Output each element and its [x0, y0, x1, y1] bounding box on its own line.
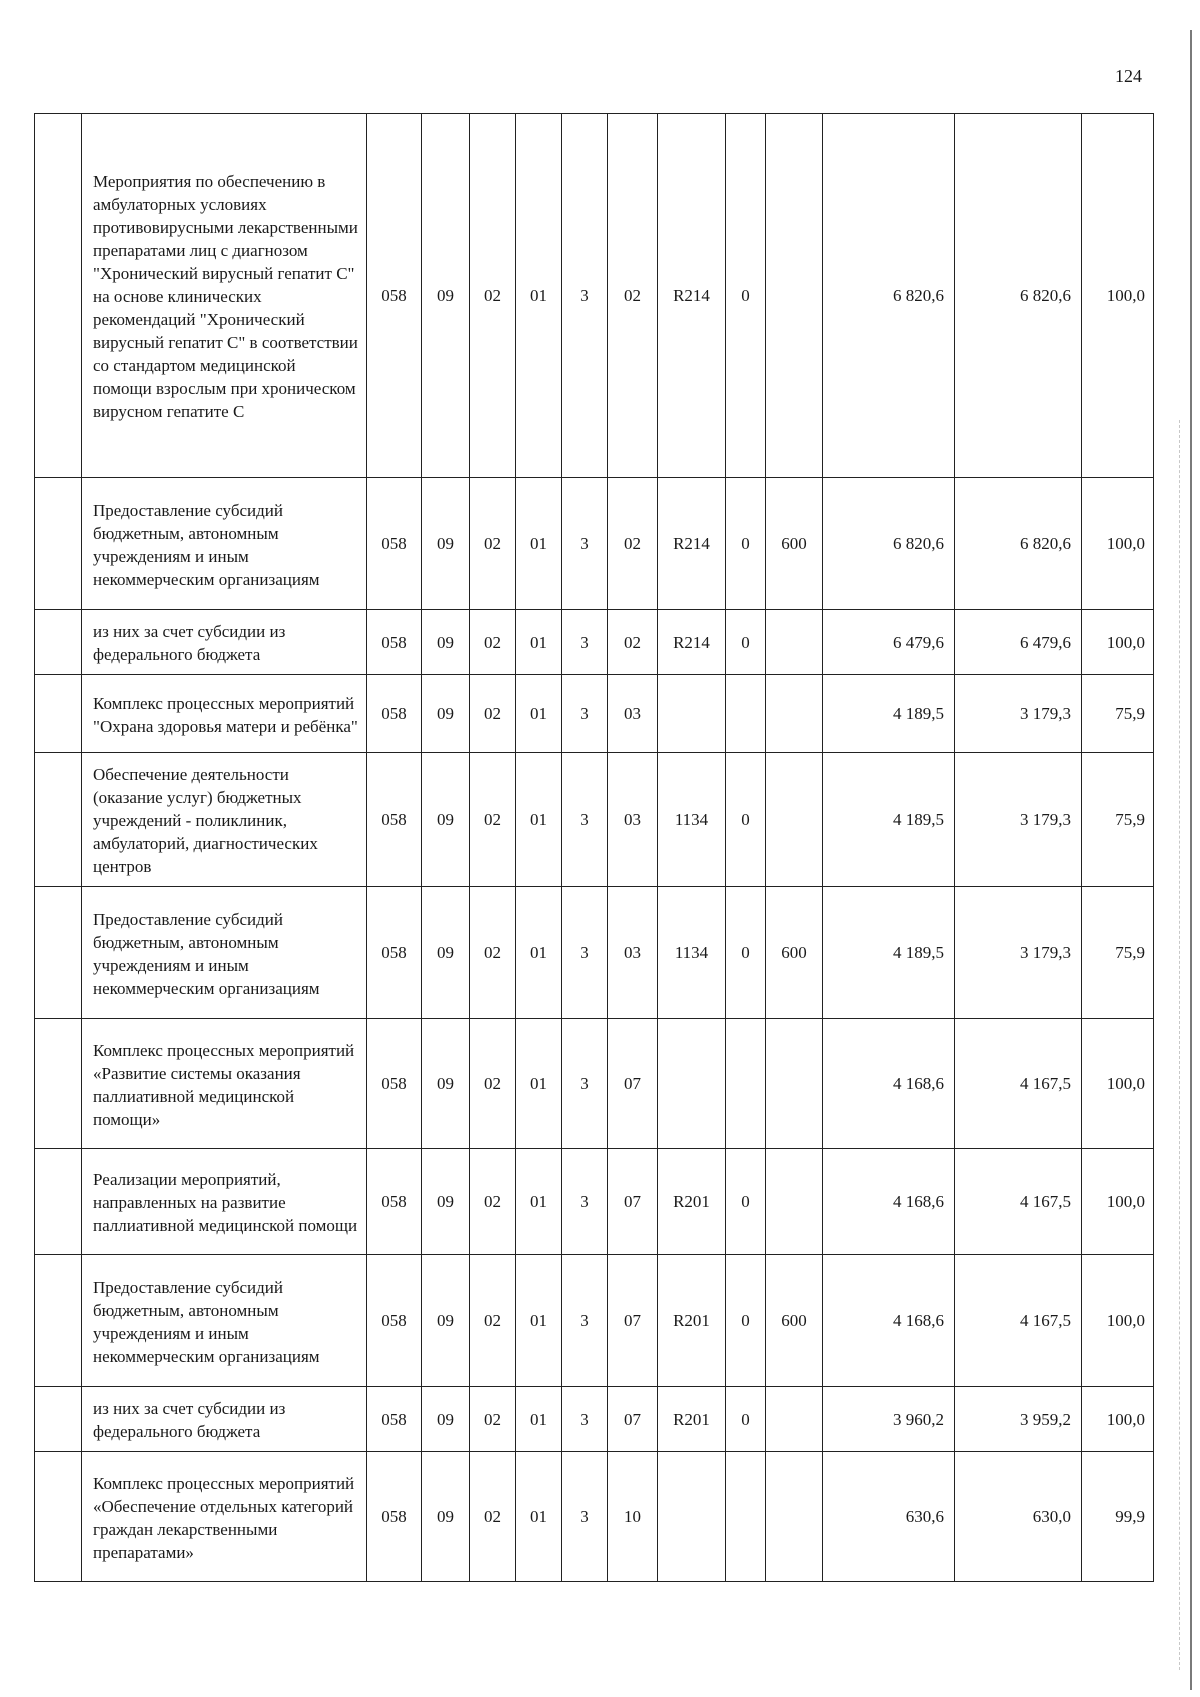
actual-amount-cell: 3 959,2: [955, 1387, 1082, 1452]
actual-amount-cell: 4 167,5: [955, 1019, 1082, 1149]
actual-amount-cell: 3 179,3: [955, 887, 1082, 1019]
expense-type-cell: [766, 1452, 823, 1582]
subsection-cell: 02: [470, 1019, 516, 1149]
table-row: [35, 675, 1154, 753]
table-row: [35, 1255, 1154, 1387]
plan-amount-cell: 4 168,6: [823, 1255, 955, 1387]
section-cell: 09: [422, 675, 470, 753]
extension-cell: 0: [726, 753, 766, 887]
percent-cell: 100,0: [1082, 114, 1154, 478]
structure-cell: 02: [608, 478, 658, 610]
row-number-cell: [35, 1149, 82, 1255]
type-cell: 3: [562, 887, 608, 1019]
extension-cell: 0: [726, 1149, 766, 1255]
direction-cell: [658, 1019, 726, 1149]
percent-cell: 75,9: [1082, 753, 1154, 887]
structure-cell: 07: [608, 1255, 658, 1387]
structure-cell: 02: [608, 114, 658, 478]
row-number-cell: [35, 1387, 82, 1452]
program-cell: 01: [516, 1452, 562, 1582]
subsection-cell: 02: [470, 478, 516, 610]
type-cell: 3: [562, 478, 608, 610]
table-row: [35, 753, 1154, 887]
item-name-cell: Комплекс процессных мероприятий «Развитие системы оказания паллиативной медицинской помощи»: [82, 1019, 367, 1149]
program-cell: 01: [516, 1255, 562, 1387]
table-row: [35, 114, 1154, 478]
expense-type-cell: [766, 1387, 823, 1452]
percent-cell: 100,0: [1082, 1387, 1154, 1452]
structure-cell: 07: [608, 1387, 658, 1452]
direction-cell: [658, 1452, 726, 1582]
direction-cell: [658, 675, 726, 753]
plan-amount-cell: 4 189,5: [823, 753, 955, 887]
table-row: [35, 1019, 1154, 1149]
direction-cell: 1134: [658, 753, 726, 887]
table-row: [35, 1149, 1154, 1255]
plan-amount-cell: 4 168,6: [823, 1149, 955, 1255]
extension-cell: 0: [726, 114, 766, 478]
program-cell: 01: [516, 478, 562, 610]
grbs-cell: 058: [367, 753, 422, 887]
plan-amount-cell: 3 960,2: [823, 1387, 955, 1452]
type-cell: 3: [562, 1452, 608, 1582]
direction-cell: R201: [658, 1387, 726, 1452]
section-cell: 09: [422, 753, 470, 887]
section-cell: 09: [422, 114, 470, 478]
structure-cell: 02: [608, 610, 658, 675]
subsection-cell: 02: [470, 114, 516, 478]
program-cell: 01: [516, 753, 562, 887]
grbs-cell: 058: [367, 1019, 422, 1149]
row-number-cell: [35, 753, 82, 887]
percent-cell: 75,9: [1082, 675, 1154, 753]
table-row: [35, 610, 1154, 675]
extension-cell: [726, 1019, 766, 1149]
section-cell: 09: [422, 1452, 470, 1582]
actual-amount-cell: 4 167,5: [955, 1149, 1082, 1255]
expense-type-cell: [766, 1019, 823, 1149]
expense-type-cell: 600: [766, 887, 823, 1019]
section-cell: 09: [422, 887, 470, 1019]
percent-cell: 100,0: [1082, 478, 1154, 610]
page-edge-line: [1190, 30, 1192, 1690]
extension-cell: [726, 675, 766, 753]
subsection-cell: 02: [470, 675, 516, 753]
expense-type-cell: [766, 114, 823, 478]
program-cell: 01: [516, 610, 562, 675]
expense-type-cell: [766, 753, 823, 887]
direction-cell: R214: [658, 610, 726, 675]
row-number-cell: [35, 478, 82, 610]
expense-type-cell: 600: [766, 478, 823, 610]
plan-amount-cell: 4 189,5: [823, 887, 955, 1019]
type-cell: 3: [562, 1149, 608, 1255]
section-cell: 09: [422, 1255, 470, 1387]
grbs-cell: 058: [367, 610, 422, 675]
structure-cell: 03: [608, 753, 658, 887]
budget-table: [34, 113, 1154, 1582]
grbs-cell: 058: [367, 114, 422, 478]
page-edge-line-faint: [1179, 420, 1180, 1670]
direction-cell: R214: [658, 114, 726, 478]
subsection-cell: 02: [470, 887, 516, 1019]
table-body: [35, 114, 1154, 1582]
structure-cell: 07: [608, 1019, 658, 1149]
structure-cell: 07: [608, 1149, 658, 1255]
type-cell: 3: [562, 1387, 608, 1452]
section-cell: 09: [422, 1019, 470, 1149]
item-name-cell: Предоставление субсидий бюджетным, автономным учреждениям и иным некоммерческим организациям: [82, 478, 367, 610]
plan-amount-cell: 6 820,6: [823, 114, 955, 478]
structure-cell: 03: [608, 887, 658, 1019]
subsection-cell: 02: [470, 610, 516, 675]
grbs-cell: 058: [367, 1452, 422, 1582]
grbs-cell: 058: [367, 887, 422, 1019]
actual-amount-cell: 4 167,5: [955, 1255, 1082, 1387]
section-cell: 09: [422, 610, 470, 675]
item-name-cell: из них за счет субсидии из федерального бюджета: [82, 610, 367, 675]
grbs-cell: 058: [367, 1387, 422, 1452]
plan-amount-cell: 6 820,6: [823, 478, 955, 610]
grbs-cell: 058: [367, 1149, 422, 1255]
type-cell: 3: [562, 1019, 608, 1149]
direction-cell: R214: [658, 478, 726, 610]
direction-cell: R201: [658, 1149, 726, 1255]
subsection-cell: 02: [470, 1149, 516, 1255]
actual-amount-cell: 6 820,6: [955, 478, 1082, 610]
plan-amount-cell: 6 479,6: [823, 610, 955, 675]
percent-cell: 100,0: [1082, 1019, 1154, 1149]
percent-cell: 99,9: [1082, 1452, 1154, 1582]
item-name-cell: Обеспечение деятельности (оказание услуг) бюджетных учреждений - поликлиник, амбулаторий, диагностических центров: [82, 753, 367, 887]
type-cell: 3: [562, 753, 608, 887]
plan-amount-cell: 4 168,6: [823, 1019, 955, 1149]
expense-type-cell: [766, 675, 823, 753]
plan-amount-cell: 4 189,5: [823, 675, 955, 753]
plan-amount-cell: 630,6: [823, 1452, 955, 1582]
percent-cell: 100,0: [1082, 1149, 1154, 1255]
type-cell: 3: [562, 114, 608, 478]
extension-cell: 0: [726, 1387, 766, 1452]
subsection-cell: 02: [470, 1387, 516, 1452]
table-row: [35, 1452, 1154, 1582]
item-name-cell: Мероприятия по обеспечению в амбулаторных условиях противовирусными лекарственными препаратами лиц с диагнозом "Хронический вирусный гепатит С" на основе клинических рекомендаций "Хронический вирусный гепатит С" в соответствии со стандартом медицинской помощи взрослым при хроническом вирусном гепатите С: [82, 114, 367, 478]
direction-cell: R201: [658, 1255, 726, 1387]
row-number-cell: [35, 610, 82, 675]
extension-cell: 0: [726, 1255, 766, 1387]
program-cell: 01: [516, 1149, 562, 1255]
structure-cell: 03: [608, 675, 658, 753]
actual-amount-cell: 3 179,3: [955, 753, 1082, 887]
grbs-cell: 058: [367, 478, 422, 610]
percent-cell: 100,0: [1082, 1255, 1154, 1387]
item-name-cell: Реализации мероприятий, направленных на развитие паллиативной медицинской помощи: [82, 1149, 367, 1255]
program-cell: 01: [516, 1387, 562, 1452]
section-cell: 09: [422, 478, 470, 610]
page-number: 124: [1115, 66, 1142, 86]
expense-type-cell: [766, 1149, 823, 1255]
subsection-cell: 02: [470, 1255, 516, 1387]
expense-type-cell: [766, 610, 823, 675]
row-number-cell: [35, 1019, 82, 1149]
table-row: [35, 887, 1154, 1019]
program-cell: 01: [516, 1019, 562, 1149]
type-cell: 3: [562, 1255, 608, 1387]
actual-amount-cell: 3 179,3: [955, 675, 1082, 753]
actual-amount-cell: 630,0: [955, 1452, 1082, 1582]
extension-cell: 0: [726, 887, 766, 1019]
section-cell: 09: [422, 1387, 470, 1452]
item-name-cell: Предоставление субсидий бюджетным, автономным учреждениям и иным некоммерческим организациям: [82, 1255, 367, 1387]
actual-amount-cell: 6 479,6: [955, 610, 1082, 675]
subsection-cell: 02: [470, 753, 516, 887]
row-number-cell: [35, 1452, 82, 1582]
subsection-cell: 02: [470, 1452, 516, 1582]
item-name-cell: из них за счет субсидии из федерального бюджета: [82, 1387, 367, 1452]
type-cell: 3: [562, 610, 608, 675]
extension-cell: 0: [726, 610, 766, 675]
section-cell: 09: [422, 1149, 470, 1255]
program-cell: 01: [516, 114, 562, 478]
row-number-cell: [35, 675, 82, 753]
expense-type-cell: 600: [766, 1255, 823, 1387]
item-name-cell: Комплекс процессных мероприятий "Охрана здоровья матери и ребёнка": [82, 675, 367, 753]
direction-cell: 1134: [658, 887, 726, 1019]
table-row: [35, 478, 1154, 610]
extension-cell: 0: [726, 478, 766, 610]
row-number-cell: [35, 887, 82, 1019]
percent-cell: 100,0: [1082, 610, 1154, 675]
program-cell: 01: [516, 675, 562, 753]
actual-amount-cell: 6 820,6: [955, 114, 1082, 478]
program-cell: 01: [516, 887, 562, 1019]
table-row: [35, 1387, 1154, 1452]
item-name-cell: Предоставление субсидий бюджетным, автономным учреждениям и иным некоммерческим организациям: [82, 887, 367, 1019]
structure-cell: 10: [608, 1452, 658, 1582]
type-cell: 3: [562, 675, 608, 753]
row-number-cell: [35, 114, 82, 478]
extension-cell: [726, 1452, 766, 1582]
grbs-cell: 058: [367, 675, 422, 753]
percent-cell: 75,9: [1082, 887, 1154, 1019]
row-number-cell: [35, 1255, 82, 1387]
grbs-cell: 058: [367, 1255, 422, 1387]
item-name-cell: Комплекс процессных мероприятий «Обеспечение отдельных категорий граждан лекарственными препаратами»: [82, 1452, 367, 1582]
